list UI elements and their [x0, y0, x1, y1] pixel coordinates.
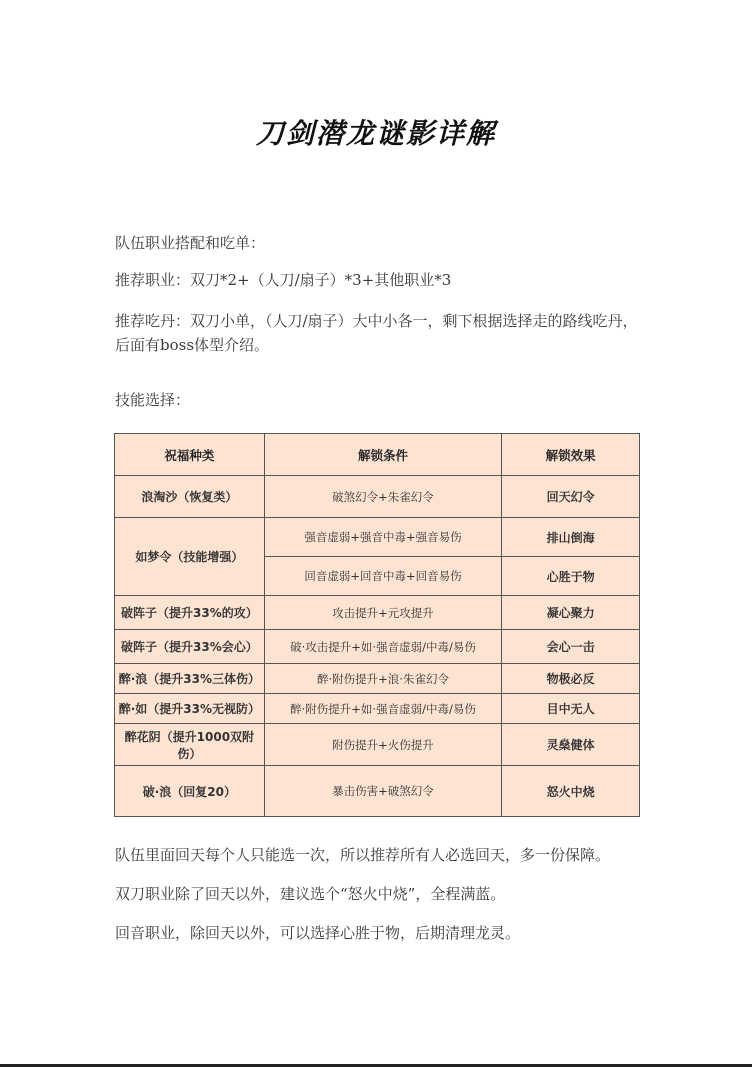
row-type: 如梦令（技能增强） [115, 518, 265, 596]
recommend-pill-text: 推荐吃丹：双刀小单，（人刀/扇子）大中小各一，剩下根据选择走的路线吃丹，后面有boss体型介绍。 [115, 312, 638, 354]
row-condition: 回音虚弱+回音中毒+回音易伤 [264, 557, 502, 596]
row-condition: 暴击伤害+破煞幻令 [264, 766, 502, 817]
page-title: 刀剑潜龙谜影详解 [255, 117, 496, 150]
row-condition: 醉·附伤提升+浪·朱雀幻令 [264, 664, 502, 694]
table-row [115, 596, 640, 630]
table-row [115, 766, 640, 817]
row-effect: 回天幻令 [502, 476, 640, 518]
row-type: 破阵子（提升33%会心） [115, 630, 265, 664]
header-condition: 解锁条件 [264, 434, 502, 476]
team-header-text: 队伍职业搭配和吃单： [115, 234, 266, 252]
row-type: 浪淘沙（恢复类） [115, 476, 265, 518]
row-effect: 凝心聚力 [502, 596, 640, 630]
table-row [115, 724, 640, 766]
row-condition: 强音虚弱+强音中毒+强音易伤 [264, 518, 502, 557]
row-effect: 怒火中烧 [502, 766, 640, 817]
row-effect: 物极必反 [502, 664, 640, 694]
row-condition: 附伤提升+火伤提升 [264, 724, 502, 766]
skill-header-text: 技能选择： [115, 391, 191, 409]
header-effect: 解锁效果 [502, 434, 640, 476]
table-row [115, 664, 640, 694]
note-text-3: 回音职业，除回天以外，可以选择心胜于物，后期清理龙灵。 [115, 924, 521, 942]
row-type: 破·浪（回复20） [115, 766, 265, 817]
row-type: 破阵子（提升33%的攻） [115, 596, 265, 630]
row-effect: 会心一击 [502, 630, 640, 664]
table-row [115, 694, 640, 724]
row-type: 醉·浪（提升33%三体伤） [115, 664, 265, 694]
recommend-class-text: 推荐职业：双刀*2+（人刀/扇子）*3+其他职业*3 [115, 271, 452, 289]
header-type: 祝福种类 [115, 434, 265, 476]
note-text-2: 双刀职业除了回天以外，建议选个“怒火中烧”，全程满蓝。 [115, 885, 506, 903]
row-condition: 攻击提升+元攻提升 [264, 596, 502, 630]
row-condition: 醉·附伤提升+如·强音虚弱/中毒/易伤 [264, 694, 502, 724]
row-type: 醉花阴（提升1000双附伤） [115, 724, 265, 766]
skills-table [114, 433, 640, 817]
table-row [115, 476, 640, 518]
note-text-1: 队伍里面回天每个人只能选一次，所以推荐所有人必选回天，多一份保障。 [115, 846, 611, 864]
row-effect: 排山倒海 [502, 518, 640, 557]
row-effect: 目中无人 [502, 694, 640, 724]
table-row [115, 630, 640, 664]
table-row [115, 518, 640, 557]
row-condition: 破·攻击提升+如·强音虚弱/中毒/易伤 [264, 630, 502, 664]
row-type: 醉·如（提升33%无视防） [115, 694, 265, 724]
table-header-row [115, 434, 640, 476]
row-effect: 灵燊健体 [502, 724, 640, 766]
row-condition: 破煞幻令+朱雀幻令 [264, 476, 502, 518]
row-effect: 心胜于物 [502, 557, 640, 596]
